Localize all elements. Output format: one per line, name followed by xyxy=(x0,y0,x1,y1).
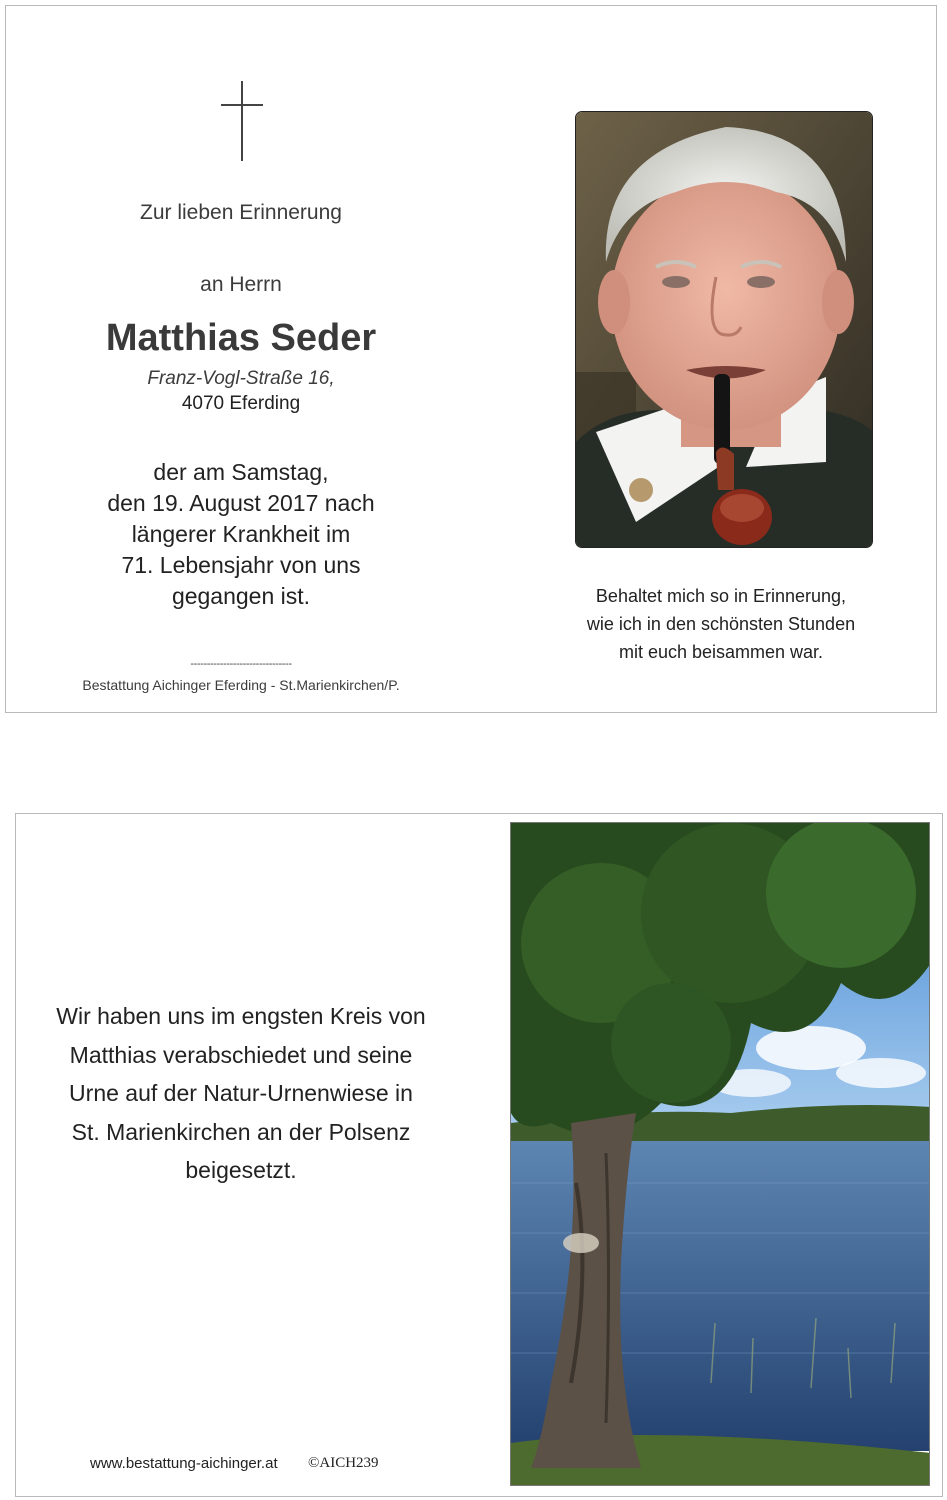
text-line: Matthias verabschiedet und seine xyxy=(69,1041,413,1068)
website-link[interactable]: www.bestattung-aichinger.at xyxy=(90,1455,278,1472)
death-notice-text xyxy=(41,457,441,612)
separator-dashes: ------------------------------- xyxy=(190,658,292,670)
quote-line: Behaltet mich so in Erinnerung, xyxy=(595,586,847,606)
portrait-photo xyxy=(575,111,873,548)
farewell-text xyxy=(26,997,456,1190)
deceased-name: Matthias Seder xyxy=(105,317,377,359)
text-line: den 19. August 2017 nach xyxy=(107,490,375,516)
text-line: St. Marienkirchen an der Polsenz xyxy=(71,1118,411,1145)
text-line: beigesetzt. xyxy=(185,1157,297,1183)
cross-icon xyxy=(221,81,265,161)
quote-line: mit euch beisammen war. xyxy=(618,642,824,662)
text-line: längerer Krankheit im xyxy=(131,521,351,547)
product-code: ©AICH239 xyxy=(308,1455,379,1471)
memorial-quote xyxy=(551,582,891,666)
text-line: gegangen ist. xyxy=(171,583,311,609)
address-street: Franz-Vogl-Straße 16, xyxy=(147,368,335,389)
text-line: Urne auf der Natur-Urnenwiese in xyxy=(69,1080,413,1106)
undertaker-name: Bestattung Aichinger Eferding - St.Marienkirchen/P. xyxy=(82,677,400,693)
remember-heading: Zur lieben Erinnerung xyxy=(140,201,342,224)
text-line: der am Samstag, xyxy=(153,459,329,485)
salutation: an Herrn xyxy=(200,273,282,296)
quote-line: wie ich in den schönsten Stunden xyxy=(586,614,856,634)
text-line: 71. Lebensjahr von uns xyxy=(121,552,361,578)
text-line: Wir haben uns im engsten Kreis von xyxy=(56,1003,426,1029)
address-city: 4070 Eferding xyxy=(181,393,301,414)
lake-tree-photo xyxy=(510,822,930,1486)
back-card xyxy=(15,813,943,1497)
front-card xyxy=(5,5,937,713)
